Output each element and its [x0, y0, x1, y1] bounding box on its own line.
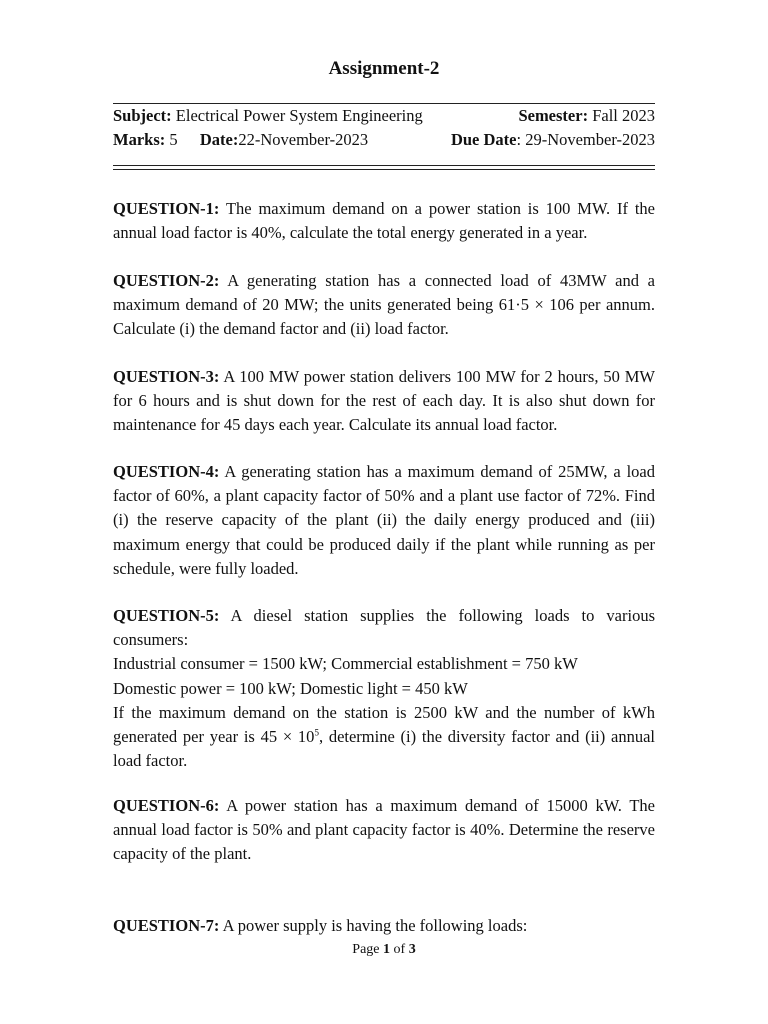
semester-field	[518, 105, 655, 127]
question-text: A diesel station supplies the following loads to various consumers:	[113, 606, 655, 650]
header-rule-double-2	[113, 169, 655, 170]
question-3	[113, 365, 655, 438]
question-4	[113, 460, 655, 581]
page-footer	[0, 942, 768, 958]
load-line-2: Domestic power = 100 kW; Domestic light = 450 kW	[113, 678, 468, 698]
subject-label: Subject:	[113, 106, 172, 125]
page-number: 1	[383, 942, 391, 957]
semester-value: Fall 2023	[592, 106, 655, 125]
question-label: QUESTION-7:	[113, 916, 220, 935]
date-value: 22-November-2023	[238, 130, 369, 149]
question-text: A generating station has a maximum demand of 25MW, a load factor of 60%, a plant capacity factor of 50% and a plant use factor of 72%. Find (i) the reserve capacity of the plant (ii) the daily energy produced and (iii) maximum energy that could be produced daily if the plant while running as per schedule, were fully loaded.	[113, 462, 655, 578]
due-date-field	[451, 129, 655, 151]
question-text-part: , determine (i) the diversity factor and (ii) annual load factor.	[113, 727, 655, 771]
question-label: QUESTION-4:	[113, 462, 220, 481]
question-label: QUESTION-6:	[113, 796, 220, 815]
question-label: QUESTION-5:	[113, 606, 220, 625]
question-text-part: If the maximum demand on the station is 2500 kW and the number of kWh generated per year is 45 × 10	[113, 702, 655, 747]
question-label: QUESTION-1:	[113, 199, 220, 218]
due-date-value: : 29-November-2023	[516, 130, 655, 149]
header-rule-top	[113, 103, 655, 104]
load-line-1: Industrial consumer = 1500 kW; Commercial establishment = 750 kW	[113, 654, 578, 674]
question-label: QUESTION-2:	[113, 271, 220, 290]
question-7	[113, 914, 655, 938]
marks-value: 5	[169, 130, 178, 149]
page-title: Assignment-2	[328, 58, 440, 79]
question-6	[113, 794, 655, 867]
question-text: A power station has a maximum demand of 15000 kW. The annual load factor is 50% and plant capacity factor is 40%. Determine the reserve capacity of the plant.	[113, 796, 655, 864]
question-text: A generating station has a connected load of 43MW and a maximum demand of 20 MW; the units generated being 61·5 × 106 per annum. Calculate (i) the demand factor and (ii) load factor.	[113, 271, 655, 339]
question-2	[113, 269, 655, 342]
page-total: 3	[408, 942, 416, 957]
question-text: The maximum demand on a power station is 100 MW. If the annual load factor is 40%, calculate the total energy generated in a year.	[113, 199, 656, 243]
due-date-label: Due Date	[450, 130, 517, 149]
question-5	[113, 604, 655, 773]
date-label: Date:	[199, 130, 239, 149]
question-text: A 100 MW power station delivers 100 MW for 2 hours, 50 MW for 6 hours and is shut down for the rest of each day. It is also shut down for maintenance for 45 days each year. Calculate its annual load factor.	[113, 367, 656, 435]
question-1	[113, 197, 655, 245]
marks-row	[113, 129, 655, 151]
subject-row	[113, 105, 655, 127]
semester-label: Semester:	[518, 106, 589, 125]
subject-value: Electrical Power System Engineering	[175, 106, 423, 125]
marks-label: Marks:	[113, 130, 166, 149]
question-label: QUESTION-3:	[113, 367, 220, 386]
header-rule-double-1	[113, 165, 655, 166]
of-word: of	[393, 942, 406, 957]
page-word: Page	[352, 942, 380, 957]
question-text: A power supply is having the following loads:	[222, 916, 528, 935]
question-text-continued	[113, 701, 655, 774]
exponent: 5	[314, 727, 319, 738]
